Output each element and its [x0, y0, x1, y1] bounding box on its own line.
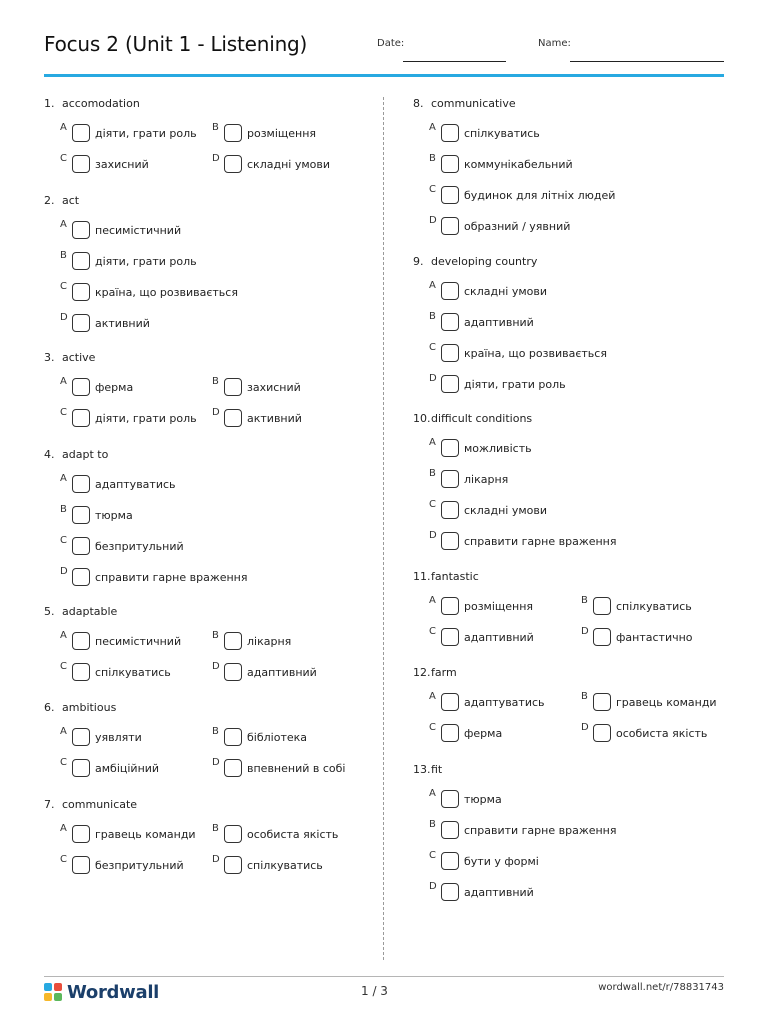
option-checkbox[interactable] — [441, 724, 459, 742]
option-label: ферма — [464, 727, 503, 740]
option-checkbox[interactable] — [72, 759, 90, 777]
question-prompt — [413, 570, 479, 583]
question-prompt — [44, 448, 108, 461]
option-letter: C — [60, 757, 67, 768]
option-letter: D — [60, 312, 68, 323]
option-label: особиста якість — [616, 727, 708, 740]
option-label: спілкуватись — [616, 600, 692, 613]
option-letter: A — [60, 823, 67, 834]
option-checkbox[interactable] — [72, 506, 90, 524]
option-label: безпритульний — [95, 859, 184, 872]
question-number: 9. — [413, 255, 424, 268]
option-checkbox[interactable] — [593, 724, 611, 742]
option-label: адаптивний — [464, 886, 534, 899]
option-label: адаптивний — [464, 316, 534, 329]
option-letter: D — [212, 661, 220, 672]
option-label: справити гарне враження — [464, 535, 617, 548]
logo-square — [54, 983, 62, 991]
question-prompt — [44, 97, 140, 110]
option-checkbox[interactable] — [224, 409, 242, 427]
option-letter: A — [429, 788, 436, 799]
question-number: 11. — [413, 570, 431, 583]
option-checkbox[interactable] — [72, 409, 90, 427]
option-letter: D — [429, 215, 437, 226]
option-checkbox[interactable] — [441, 186, 459, 204]
question-word: difficult conditions — [431, 412, 533, 425]
option-checkbox[interactable] — [224, 825, 242, 843]
option-letter: D — [581, 722, 589, 733]
option-label: будинок для літніх людей — [464, 189, 616, 202]
option-label: бути у формі — [464, 855, 539, 868]
wordwall-logo-icon — [44, 983, 63, 1002]
option-label: активний — [95, 317, 150, 330]
question-number: 10. — [413, 412, 431, 425]
question-prompt — [413, 255, 537, 268]
option-checkbox[interactable] — [593, 628, 611, 646]
option-letter: D — [429, 373, 437, 384]
option-letter: D — [429, 530, 437, 541]
option-checkbox[interactable] — [224, 856, 242, 874]
option-letter: A — [60, 122, 67, 133]
option-letter: C — [60, 281, 67, 292]
option-checkbox[interactable] — [441, 470, 459, 488]
option-label: бібліотека — [247, 731, 308, 744]
question-prompt — [413, 97, 516, 110]
option-checkbox[interactable] — [593, 597, 611, 615]
option-label: розміщення — [464, 600, 534, 613]
question-number: 12. — [413, 666, 431, 679]
option-letter: C — [60, 535, 67, 546]
source-url: wordwall.net/r/78831743 — [598, 982, 724, 993]
question-word: fantastic — [431, 570, 479, 583]
question-word: act — [62, 194, 80, 207]
option-label: спілкуватись — [464, 127, 540, 140]
option-label: лікарня — [247, 635, 292, 648]
worksheet-header — [44, 30, 724, 70]
option-checkbox[interactable] — [441, 501, 459, 519]
option-label: діяти, грати роль — [95, 412, 197, 425]
question-number: 5. — [44, 605, 55, 618]
option-letter: A — [60, 376, 67, 387]
question-prompt — [44, 194, 79, 207]
option-label: діяти, грати роль — [95, 127, 197, 140]
question-number: 3. — [44, 351, 55, 364]
question-word: adaptable — [62, 605, 118, 618]
option-label: адаптуватись — [464, 696, 545, 709]
option-label: складні умови — [464, 285, 547, 298]
question-prompt — [44, 605, 117, 618]
logo-square — [44, 993, 52, 1001]
option-label: розміщення — [247, 127, 317, 140]
option-checkbox[interactable] — [224, 663, 242, 681]
option-letter: C — [60, 854, 67, 865]
option-letter: B — [429, 468, 436, 479]
option-checkbox[interactable] — [224, 124, 242, 142]
option-checkbox[interactable] — [72, 252, 90, 270]
option-checkbox[interactable] — [72, 728, 90, 746]
option-checkbox[interactable] — [72, 856, 90, 874]
question-prompt — [44, 351, 95, 364]
option-checkbox[interactable] — [441, 282, 459, 300]
option-label: спілкуватись — [95, 666, 171, 679]
option-checkbox[interactable] — [72, 314, 90, 332]
question-word: developing country — [431, 255, 538, 268]
option-label: захисний — [95, 158, 149, 171]
header-divider — [44, 74, 724, 77]
column-divider — [383, 97, 384, 960]
option-label: лікарня — [464, 473, 509, 486]
option-letter: C — [60, 661, 67, 672]
option-label: гравець команди — [616, 696, 717, 709]
option-checkbox[interactable] — [441, 693, 459, 711]
option-letter: A — [429, 437, 436, 448]
question-word: accomodation — [62, 97, 140, 110]
option-label: країна, що розвивається — [95, 286, 238, 299]
option-label: песимістичний — [95, 224, 182, 237]
option-checkbox[interactable] — [72, 221, 90, 239]
option-label: адаптуватись — [95, 478, 176, 491]
option-checkbox[interactable] — [441, 217, 459, 235]
option-checkbox[interactable] — [441, 532, 459, 550]
option-checkbox[interactable] — [72, 663, 90, 681]
question-number: 2. — [44, 194, 55, 207]
option-checkbox[interactable] — [441, 821, 459, 839]
option-checkbox[interactable] — [441, 790, 459, 808]
option-checkbox[interactable] — [224, 155, 242, 173]
option-checkbox[interactable] — [224, 759, 242, 777]
option-label: країна, що розвивається — [464, 347, 607, 360]
option-label: складні умови — [247, 158, 330, 171]
option-checkbox[interactable] — [224, 378, 242, 396]
option-letter: B — [212, 630, 219, 641]
logo-square — [54, 993, 62, 1001]
option-checkbox[interactable] — [441, 375, 459, 393]
option-letter: D — [60, 566, 68, 577]
option-label: діяти, грати роль — [464, 378, 566, 391]
option-letter: C — [429, 342, 436, 353]
option-label: амбіційний — [95, 762, 160, 775]
option-label: можливість — [464, 442, 532, 455]
option-letter: D — [212, 757, 220, 768]
option-checkbox[interactable] — [72, 155, 90, 173]
option-checkbox[interactable] — [441, 124, 459, 142]
option-checkbox[interactable] — [72, 537, 90, 555]
footer-divider — [44, 976, 724, 977]
option-checkbox[interactable] — [72, 475, 90, 493]
option-label: тюрма — [464, 793, 502, 806]
option-letter: D — [429, 881, 437, 892]
logo-square — [44, 983, 52, 991]
page-title: Focus 2 (Unit 1 - Listening) — [44, 32, 308, 56]
question-word: adapt to — [62, 448, 109, 461]
option-label: справити гарне враження — [464, 824, 617, 837]
option-checkbox[interactable] — [72, 378, 90, 396]
option-letter: B — [60, 250, 67, 261]
question-prompt — [44, 798, 137, 811]
question-prompt — [44, 701, 116, 714]
option-label: особиста якість — [247, 828, 339, 841]
option-letter: A — [60, 473, 67, 484]
option-checkbox[interactable] — [593, 693, 611, 711]
option-label: впевнений в собі — [247, 762, 346, 775]
option-letter: C — [429, 626, 436, 637]
question-word: communicative — [431, 97, 516, 110]
option-letter: D — [581, 626, 589, 637]
option-letter: C — [60, 407, 67, 418]
question-word: farm — [431, 666, 457, 679]
option-letter: B — [581, 595, 588, 606]
wordwall-logo — [44, 981, 159, 1003]
option-letter: B — [60, 504, 67, 515]
question-number: 8. — [413, 97, 424, 110]
option-label: фантастично — [616, 631, 693, 644]
option-letter: B — [212, 376, 219, 387]
option-checkbox[interactable] — [441, 883, 459, 901]
question-prompt — [413, 763, 442, 776]
logo-text: Wordwall — [67, 981, 160, 1003]
option-letter: C — [429, 184, 436, 195]
question-prompt — [413, 666, 457, 679]
option-label: спілкуватись — [247, 859, 323, 872]
option-checkbox[interactable] — [441, 439, 459, 457]
question-number: 13. — [413, 763, 431, 776]
question-word: active — [62, 351, 96, 364]
option-letter: B — [429, 153, 436, 164]
option-letter: C — [429, 499, 436, 510]
option-checkbox[interactable] — [441, 313, 459, 331]
date-field-line — [403, 61, 506, 62]
option-letter: A — [429, 280, 436, 291]
option-letter: B — [212, 726, 219, 737]
option-letter: C — [429, 850, 436, 861]
option-letter: D — [212, 153, 220, 164]
option-label: справити гарне враження — [95, 571, 248, 584]
option-letter: A — [60, 630, 67, 641]
option-letter: B — [212, 122, 219, 133]
question-number: 1. — [44, 97, 55, 110]
question-number: 4. — [44, 448, 55, 461]
question-word: communicate — [62, 798, 138, 811]
option-label: ферма — [95, 381, 134, 394]
question-number: 6. — [44, 701, 55, 714]
option-letter: A — [429, 595, 436, 606]
option-checkbox[interactable] — [224, 632, 242, 650]
option-letter: C — [429, 722, 436, 733]
question-word: fit — [431, 763, 443, 776]
name-label: Name: — [538, 38, 571, 49]
option-checkbox[interactable] — [224, 728, 242, 746]
option-label: адаптивний — [247, 666, 317, 679]
option-letter: B — [581, 691, 588, 702]
option-label: коммунікабельний — [464, 158, 573, 171]
name-field-line — [570, 61, 724, 62]
page-number: 1 / 3 — [361, 984, 388, 998]
option-letter: B — [429, 311, 436, 322]
question-prompt — [413, 412, 532, 425]
option-letter: B — [212, 823, 219, 834]
option-label: адаптивний — [464, 631, 534, 644]
option-label: захисний — [247, 381, 301, 394]
question-number: 7. — [44, 798, 55, 811]
question-word: ambitious — [62, 701, 117, 714]
option-letter: A — [60, 726, 67, 737]
option-checkbox[interactable] — [72, 825, 90, 843]
option-checkbox[interactable] — [72, 124, 90, 142]
option-checkbox[interactable] — [441, 155, 459, 173]
option-label: складні умови — [464, 504, 547, 517]
option-letter: A — [60, 219, 67, 230]
option-checkbox[interactable] — [72, 568, 90, 586]
option-label: безпритульний — [95, 540, 184, 553]
option-letter: B — [429, 819, 436, 830]
option-label: діяти, грати роль — [95, 255, 197, 268]
option-letter: A — [429, 691, 436, 702]
option-checkbox[interactable] — [441, 597, 459, 615]
option-checkbox[interactable] — [72, 283, 90, 301]
option-label: тюрма — [95, 509, 133, 522]
option-checkbox[interactable] — [441, 852, 459, 870]
option-letter: A — [429, 122, 436, 133]
option-label: активний — [247, 412, 302, 425]
option-label: гравець команди — [95, 828, 196, 841]
option-checkbox[interactable] — [441, 344, 459, 362]
option-letter: C — [60, 153, 67, 164]
option-label: песимістичний — [95, 635, 182, 648]
option-checkbox[interactable] — [72, 632, 90, 650]
option-checkbox[interactable] — [441, 628, 459, 646]
option-letter: D — [212, 407, 220, 418]
option-letter: D — [212, 854, 220, 865]
option-label: образний / уявний — [464, 220, 571, 233]
date-label: Date: — [377, 38, 405, 49]
option-label: уявляти — [95, 731, 142, 744]
